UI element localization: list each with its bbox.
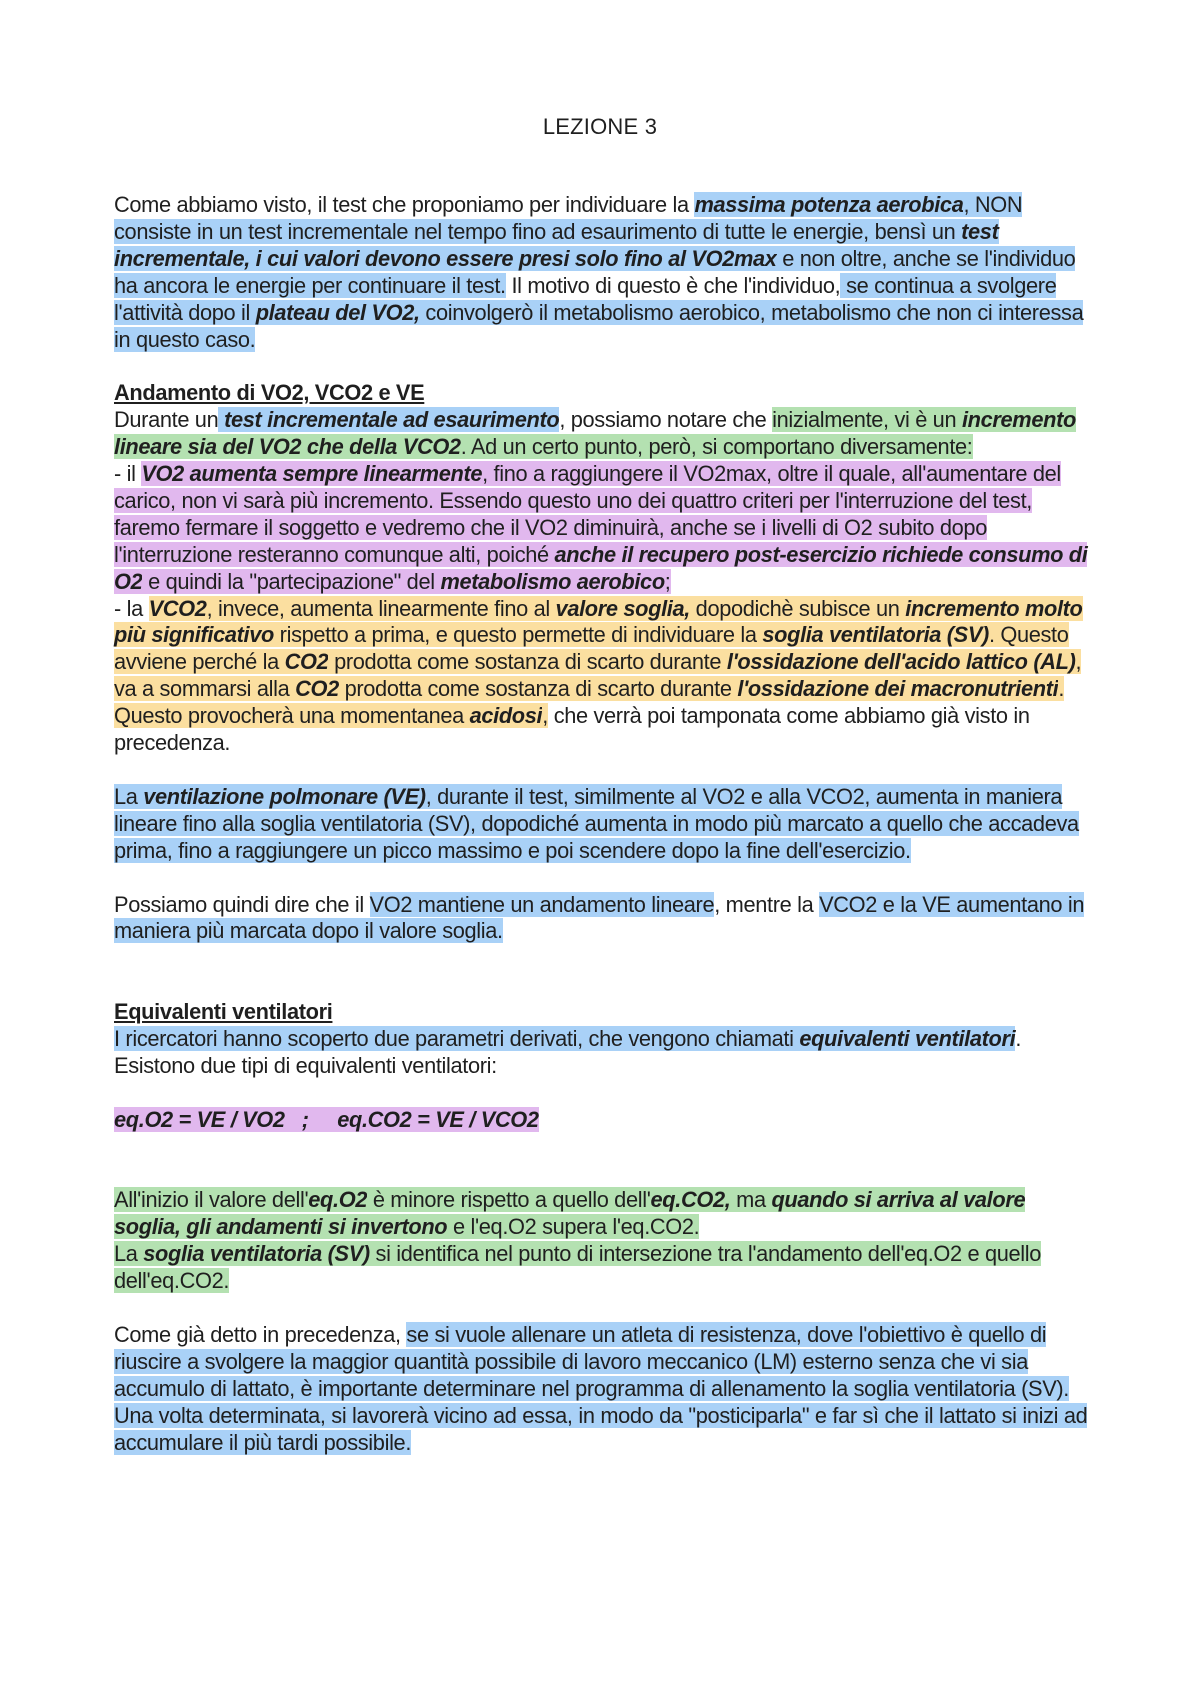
highlight-orange: prodotta come sostanza di scarto durante bbox=[338, 676, 738, 702]
summary-paragraph bbox=[114, 892, 1094, 946]
text-span: Il motivo di questo è che l'individuo, bbox=[505, 272, 841, 298]
highlight-green: All'inizio il valore dell' bbox=[114, 1187, 309, 1213]
highlight-green: eq.CO2, bbox=[650, 1187, 731, 1213]
highlight-green: La bbox=[114, 1241, 144, 1267]
highlight-green: è minore rispetto a quello dell' bbox=[367, 1187, 651, 1213]
text-span: che verrà poi tamponata come abbiamo già visto in precedenza. bbox=[114, 703, 1030, 756]
highlight-orange: . Questo provocherà una momentanea bbox=[114, 676, 1065, 729]
ve-paragraph bbox=[114, 784, 1094, 865]
text-span: Durante un bbox=[114, 407, 219, 433]
highlight-orange: rispetto a prima, e questo permette di individuare la bbox=[273, 622, 763, 648]
highlight-purple: anche il recupero post-esercizio richiede consumo di O2 bbox=[114, 541, 1088, 594]
highlight-green: si identifica nel punto di intersezione tra l'andamento dell'eq.O2 e quello dell'eq.CO2. bbox=[114, 1241, 1042, 1294]
highlight-purple: VO2 aumenta sempre linearmente bbox=[141, 461, 483, 487]
text-span: - la bbox=[114, 595, 149, 621]
equivalenti-intro bbox=[114, 1026, 1094, 1080]
highlight-blue: I ricercatori hanno scoperto due parametri derivati, che vengono chiamati bbox=[114, 1026, 800, 1052]
text-span: - il bbox=[114, 461, 142, 487]
training-paragraph bbox=[114, 1322, 1094, 1457]
document-body bbox=[114, 192, 1094, 1456]
highlight-blue: massima potenza aerobica bbox=[694, 192, 964, 217]
highlight-blue: , NON consiste in un test incrementale nel tempo fino ad esaurimento di tutte le energie, bensì un bbox=[114, 192, 1023, 244]
highlight-blue: se continua a svolgere l'attività dopo il bbox=[114, 272, 1057, 325]
list-item-vco2 bbox=[114, 596, 1094, 757]
highlight-blue: , durante il test, similmente al VO2 e alla VCO2, aumenta in maniera lineare fino alla soglia ventilatoria (SV), dopodiché aumenta in modo più marcato a quello che accadeva prima, fino a raggiungere un picco massimo e poi scendere dopo la fine dell'esercizio. bbox=[114, 783, 1079, 863]
highlight-blue: equivalenti ventilatori bbox=[799, 1026, 1016, 1052]
highlight-blue: La bbox=[114, 783, 144, 809]
highlight-green: soglia ventilatoria (SV) bbox=[143, 1241, 370, 1267]
highlight-blue: e non oltre, anche se l'individuo ha ancora le energie per continuare il test. bbox=[114, 245, 1076, 298]
sv-paragraph bbox=[114, 1241, 1094, 1295]
text-span: , mentre la bbox=[714, 891, 820, 917]
highlight-blue: coinvolgerò il metabolismo aerobico, metabolismo che non ci interessa in questo caso. bbox=[114, 299, 1084, 352]
formula-text: eq.O2 = VE / VO2 ; eq.CO2 = VE / VCO2 bbox=[114, 1106, 539, 1132]
text-span: Possiamo quindi dire che il bbox=[114, 891, 370, 917]
highlight-green: quando si arriva al valore soglia, gli andamenti si invertono bbox=[114, 1187, 1026, 1240]
highlight-green: . Ad un certo punto, però, si comportano diversamente: bbox=[460, 434, 973, 460]
section-heading-equivalenti bbox=[114, 999, 1094, 1026]
highlight-orange: prodotta come sostanza di scarto durante bbox=[328, 649, 727, 675]
highlight-orange: dopodichè subisce un bbox=[689, 595, 906, 621]
highlight-green: incremento lineare sia del VO2 che della VCO2 bbox=[114, 407, 1076, 460]
text-span: Come già detto in precedenza, bbox=[114, 1321, 407, 1347]
highlight-green: e l'eq.O2 supera l'eq.CO2. bbox=[447, 1214, 700, 1240]
highlight-green: inizialmente, vi è un bbox=[772, 407, 962, 433]
highlight-purple: ; bbox=[664, 568, 671, 594]
formula-line bbox=[114, 1107, 1094, 1134]
list-item-vo2 bbox=[114, 461, 1094, 596]
section-heading-andamento bbox=[114, 380, 1094, 407]
highlight-blue: se si vuole allenare un atleta di resistenza, dove l'obiettivo è quello di riuscire a svolgere la maggior quantità possibile di lavoro meccanico (LM) esterno senza che vi sia accumulo di lattato, è importante determinare nel programma di allenamento la soglia ventilatoria (SV). Una volta determinata, si lavorerà vicino ad essa, in modo da "posticiparla" e far sì che il lattato si inizi ad accumulare il più tardi possibile. bbox=[114, 1321, 1088, 1455]
highlight-orange: l'ossidazione dei macronutrienti bbox=[737, 676, 1059, 702]
highlight-blue: VO2 mantiene un andamento lineare bbox=[369, 891, 715, 917]
text-span: Come abbiamo visto, il test che proponiamo per individuare la bbox=[114, 192, 695, 217]
highlight-orange: . Questo avviene perché la bbox=[114, 622, 1069, 675]
highlight-purple: , fino a raggiungere il VO2max, oltre il quale, all'aumentare del carico, non vi sarà più incremento. Essendo questo uno dei quattro criteri per l'interruzione del test, faremo fermare il soggetto e vedremo che il VO2 diminuirà, anche se i livelli di O2 subito dopo l'interruzione resteranno comunque alti, poiché bbox=[114, 461, 1061, 567]
eq-inversion-paragraph bbox=[114, 1187, 1094, 1241]
highlight-blue: VCO2 e la VE aumentano in maniera più marcata dopo il valore soglia. bbox=[114, 891, 1085, 944]
highlight-orange: , va a sommarsi alla bbox=[114, 649, 1082, 702]
highlight-orange: , invece, aumenta linearmente fino al bbox=[206, 595, 556, 621]
text-span: . Esistono due tipi di equivalenti ventilatori: bbox=[114, 1026, 1022, 1078]
highlight-orange: soglia ventilatoria (SV) bbox=[762, 622, 989, 648]
highlight-blue: test incrementale ad esaurimento bbox=[218, 407, 560, 433]
intro-paragraph bbox=[114, 192, 1094, 353]
highlight-orange: CO2 bbox=[295, 676, 339, 702]
highlight-orange: VCO2 bbox=[148, 595, 207, 621]
highlight-blue: ventilazione polmonare (VE) bbox=[143, 783, 426, 809]
highlight-blue: plateau del VO2, bbox=[255, 299, 420, 325]
highlight-blue: test incrementale, i cui valori devono essere presi solo fino al VO2max bbox=[114, 218, 999, 271]
highlight-green: ma bbox=[730, 1187, 772, 1213]
highlight-orange: CO2 bbox=[284, 649, 329, 675]
highlight-purple: e quindi la "partecipazione" del bbox=[142, 568, 441, 594]
highlight-orange: l'ossidazione dell'acido lattico (AL) bbox=[726, 649, 1076, 675]
highlight-orange: incremento molto più significativo bbox=[114, 595, 1083, 648]
highlight-green: eq.O2 bbox=[308, 1187, 368, 1213]
andamento-intro bbox=[114, 407, 1094, 461]
page-title: LEZIONE 3 bbox=[542, 114, 658, 139]
section-heading-text: Andamento di VO2, VCO2 e VE bbox=[114, 380, 425, 406]
text-span: , possiamo notare che bbox=[559, 407, 773, 433]
section-heading-text: Equivalenti ventilatori bbox=[114, 999, 333, 1025]
highlight-orange: , bbox=[542, 703, 548, 729]
highlight-orange: acidosi bbox=[469, 703, 543, 729]
highlight-purple: metabolismo aerobico bbox=[440, 568, 665, 594]
highlight-orange: valore soglia, bbox=[555, 595, 690, 621]
